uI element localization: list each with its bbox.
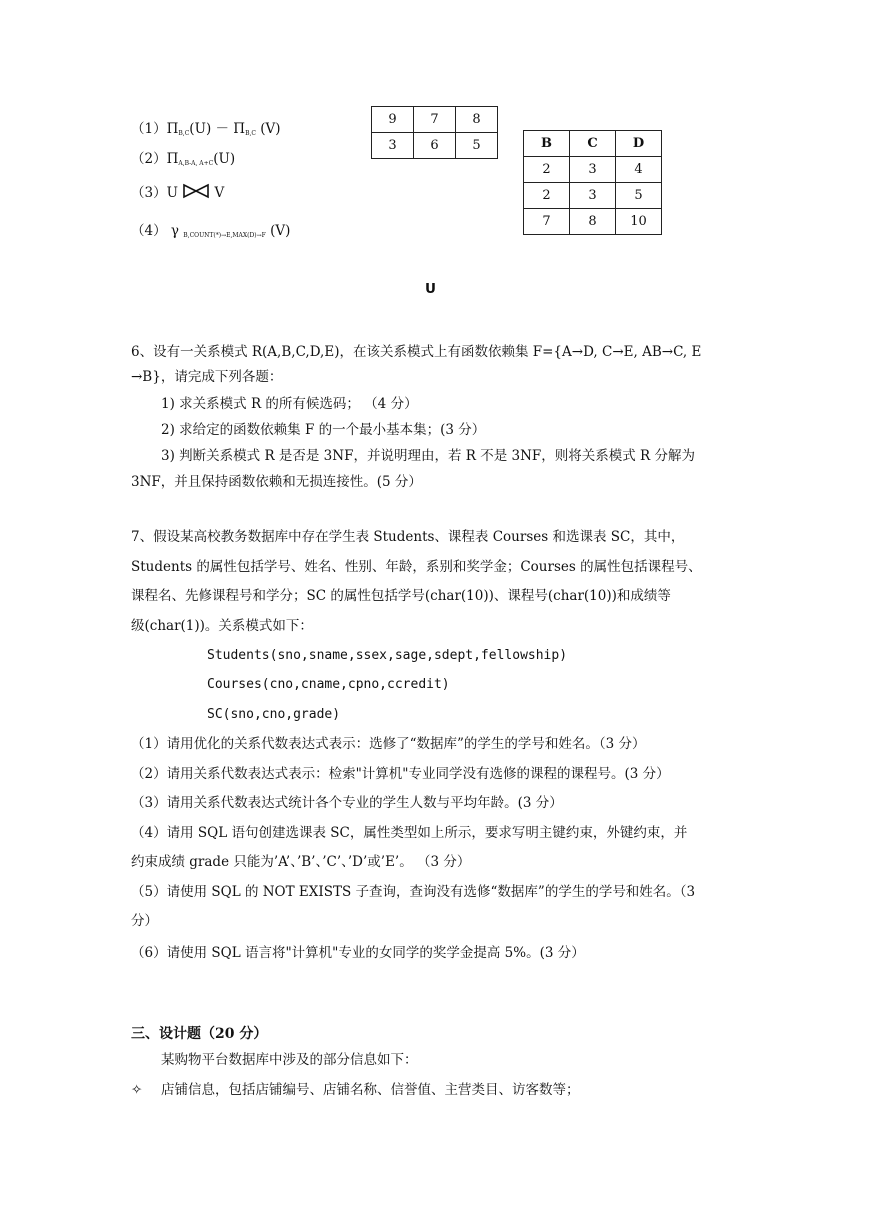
q6-item-3: 3) 判断关系模式 R 是否是 3NF，并说明理由，若 R 不是 3NF，则将关系模式 R 分解为 <box>161 448 696 464</box>
table-cell: 8 <box>456 107 498 133</box>
table-cell: 4 <box>616 157 662 183</box>
section-3-item-1: 店铺信息，包括店铺编号、店铺名称、信誉值、主营类目、访客数等； <box>161 1082 580 1098</box>
q7-sub-1: （1）请用优化的关系代数表达式表示：选修了“数据库”的学生的学号和姓名。（3 分） <box>131 736 646 752</box>
section-3-title: 三、设计题（20 分） <box>131 1026 268 1042</box>
expr-4: （4） γ $_{B,COUNT(*)\to E,MAX(D)\to F}$ (V) <box>131 223 291 239</box>
schema-students: Students(sno,sname,ssex,sage,sdept,fellowship) <box>207 648 568 663</box>
table-header-cell: D <box>616 131 662 157</box>
q6-line-1: 6、设有一关系模式 R(A,B,C,D,E)，在该关系模式上有函数依赖集 F={A→D, C→E, AB→C, E <box>131 344 702 360</box>
table-cell: 8 <box>570 209 616 235</box>
expr-1: $(1)\Pi_{B,C}(U) - \Pi_{B,C}$ (V) <box>131 121 281 137</box>
table-row <box>372 107 498 133</box>
table-cell: 6 <box>414 133 456 159</box>
table-cell: 7 <box>524 209 570 235</box>
table-header-row <box>524 131 662 157</box>
relation-u-table <box>371 106 498 159</box>
q6-item-2: 2) 求给定的函数依赖集 F 的一个最小基本集；(3 分） <box>161 422 486 438</box>
q7-sub-5: （5）请使用 SQL 的 NOT EXISTS 子查询，查询没有选修“数据库”的学生的学号和姓名。（3 <box>131 884 696 900</box>
q7-line-1: 7、假设某高校教务数据库中存在学生表 Students、课程表 Courses 和选课表 SC，其中， <box>131 529 685 545</box>
bullet-icon: ✧ <box>131 1082 143 1098</box>
table-cell: 5 <box>616 183 662 209</box>
q7-sub-2: （2）请用关系代数表达式表示：检索"计算机"专业同学没有选修的课程的课程号。(3 分） <box>131 766 670 782</box>
q7-line-4: 级(char(1))。关系模式如下： <box>131 618 313 634</box>
table-header-cell: B <box>524 131 570 157</box>
table-header-cell: C <box>570 131 616 157</box>
table-cell: 3 <box>372 133 414 159</box>
relation-v-table <box>523 130 662 235</box>
q7-sub-3: （3）请用关系代数表达式统计各个专业的学生人数与平均年龄。(3 分） <box>131 795 563 811</box>
table-cell: 3 <box>570 157 616 183</box>
natural-join-icon <box>182 183 210 199</box>
expr-2: $(2)\Pi_{A,B-A, A+C}(U)$ <box>131 151 236 167</box>
table-cell: 5 <box>456 133 498 159</box>
table-row <box>524 183 662 209</box>
q6-line-2: →B}，请完成下列各题： <box>131 369 283 385</box>
table-cell: 7 <box>414 107 456 133</box>
schema-sc: SC(sno,cno,grade) <box>207 707 341 722</box>
q6-item-1: 1) 求关系模式 R 的所有候选码； （4 分） <box>161 396 418 412</box>
table-cell: 3 <box>570 183 616 209</box>
table-cell: 10 <box>616 209 662 235</box>
table-row <box>372 133 498 159</box>
q7-line-2: Students 的属性包括学号、姓名、性别、年龄，系别和奖学金；Courses 的属性包括课程号、 <box>131 559 702 575</box>
table-cell: 9 <box>372 107 414 133</box>
q7-sub-4-cont: 约束成绩 grade 只能为’A’、’B’、’C’、’D’或’E’。 （3 分） <box>131 854 471 870</box>
schema-courses: Courses(cno,cname,cpno,ccredit) <box>207 677 450 692</box>
table-cell: 2 <box>524 183 570 209</box>
table-row <box>524 157 662 183</box>
q7-sub-6: （6）请使用 SQL 语言将"计算机"专业的女同学的奖学金提高 5%。(3 分） <box>131 945 585 961</box>
q7-line-3: 课程名、先修课程号和学分；SC 的属性包括学号(char(10))、课程号(char(10))和成绩等 <box>131 588 671 604</box>
q7-sub-5-cont: 分） <box>131 913 158 929</box>
table-row <box>524 209 662 235</box>
q7-sub-4: （4）请用 SQL 语句创建选课表 SC，属性类型如上所示，要求写明主键约束，外键约束，并 <box>131 825 688 841</box>
q6-item-3-cont: 3NF，并且保持函数依赖和无损连接性。(5 分） <box>131 474 422 490</box>
table-cell: 2 <box>524 157 570 183</box>
table-u-caption: U <box>425 281 436 297</box>
section-3-intro: 某购物平台数据库中涉及的部分信息如下： <box>161 1052 418 1068</box>
expr-3: （3）U V <box>131 185 225 201</box>
